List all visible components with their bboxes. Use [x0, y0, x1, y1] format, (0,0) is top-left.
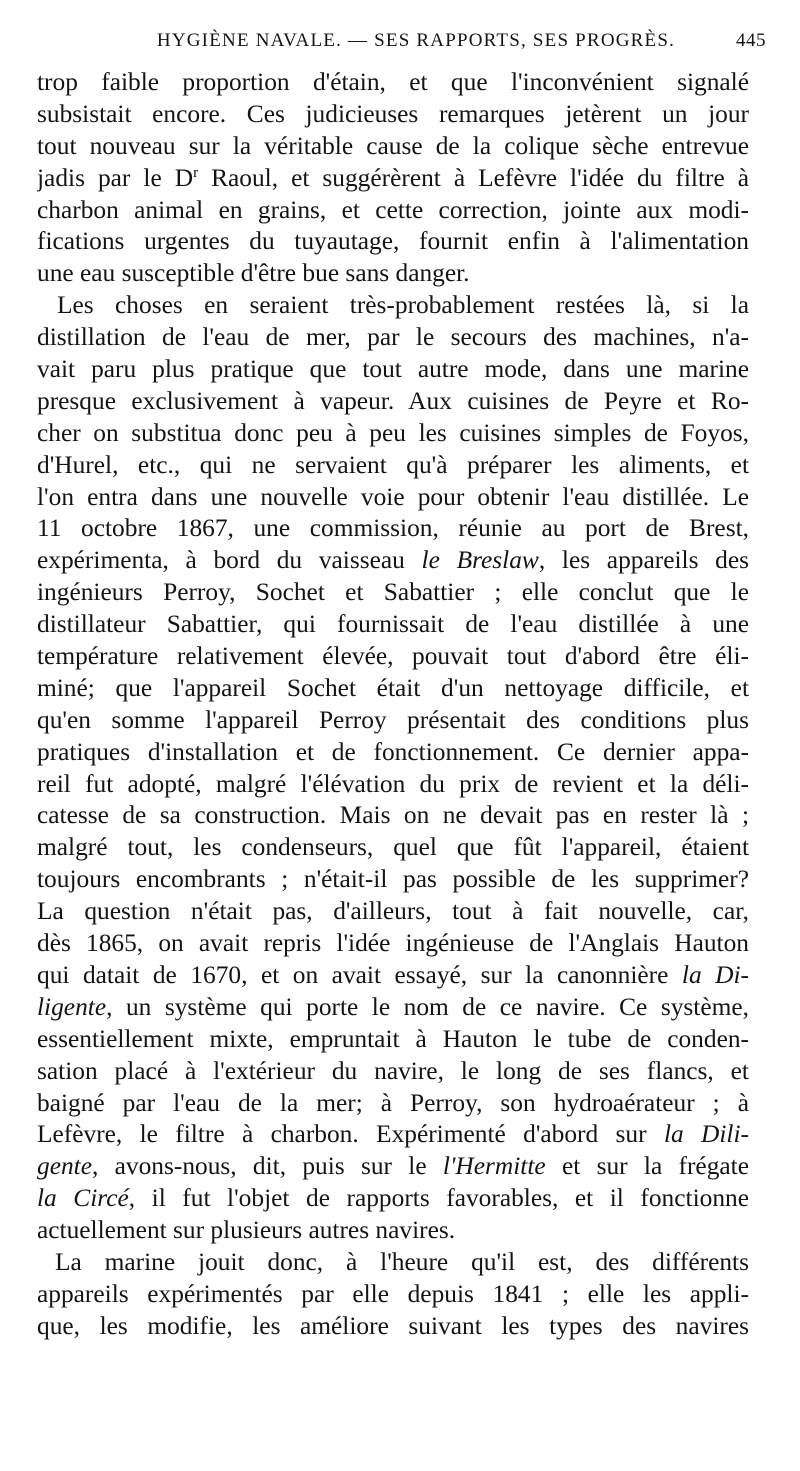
ship-name: ligente — [37, 992, 107, 1021]
text-line: ingénieurs Perroy, Sochet et Sabattier ; elle conclut que le — [37, 578, 749, 607]
text-run: qui datait de 1670, et on avait essayé, sur la canonnière — [37, 960, 682, 989]
text-line — [37, 1119, 749, 1151]
page-number: 445 — [736, 30, 766, 51]
text-run: jadis par le D — [37, 163, 194, 192]
text-line — [37, 545, 749, 577]
text-line: cher on substitua donc peu à peu les cuisines simples de Foyos, — [37, 418, 749, 447]
text-line: tout nouveau sur la véritable cause de la colique sèche entrevue — [37, 131, 749, 160]
ship-name: la Circé — [37, 1184, 129, 1213]
text-line: miné; que l'appareil Sochet était d'un nettoyage difficile, et — [37, 673, 749, 702]
text-line — [37, 163, 749, 195]
running-header — [36, 30, 766, 56]
text-run: et sur la frégate — [545, 1152, 749, 1181]
text-line: actuellement sur plusieurs autres navires. — [37, 1216, 456, 1245]
body-text — [37, 67, 749, 1343]
text-line: appareils expérimentés par elle depuis 1841 ; elle les appli- — [37, 1279, 749, 1308]
text-line: 11 octobre 1867, une commission, réunie au port de Brest, — [37, 514, 749, 543]
text-line: baigné par l'eau de la mer; à Perroy, son hydroaérateur ; à — [37, 1088, 749, 1117]
text-line: l'on entra dans une nouvelle voie pour obtenir l'eau distillée. Le — [37, 482, 749, 511]
text-line: pratiques d'installation et de fonctionnement. Ce dernier appa- — [37, 737, 749, 766]
ship-name: la Dili- — [663, 1120, 749, 1149]
text-line: une eau susceptible d'être bue sans danger. — [37, 259, 470, 288]
text-run: , il fut l'objet de rapports favorables, et il fonctionne — [128, 1184, 749, 1213]
text-line: subsistait encore. Ces judicieuses remarques jetèrent un jour — [37, 99, 749, 128]
text-run: Raoul, et suggérèrent à Lefèvre l'idée du filtre à — [198, 163, 749, 192]
text-line: reil fut adopté, malgré l'élévation du prix de revient et la déli- — [37, 769, 749, 798]
text-line: malgré tout, les condenseurs, quel que fût l'appareil, étaient — [37, 833, 749, 862]
text-line — [37, 1183, 749, 1215]
paragraph-first-line: La marine jouit donc, à l'heure qu'il est, des différents — [55, 1247, 749, 1276]
text-line: toujours encombrants ; n'était-il pas possible de les supprimer? — [37, 865, 749, 894]
text-run: , un système qui porte le nom de ce navire. Ce système, — [106, 992, 749, 1021]
ship-name: le Breslaw — [421, 546, 539, 575]
text-line: sation placé à l'extérieur du navire, le long de ses flancs, et — [37, 1056, 749, 1085]
text-line — [37, 1151, 749, 1183]
text-run: expérimenta, à bord du vaisseau — [37, 546, 422, 575]
text-line: qu'en somme l'appareil Perroy présentait des conditions plus — [37, 705, 749, 734]
text-line: d'Hurel, etc., qui ne servaient qu'à préparer les aliments, et — [37, 450, 749, 479]
text-line: presque exclusivement à vapeur. Aux cuisines de Peyre et Ro- — [37, 386, 749, 415]
text-line: charbon animal en grains, et cette correction, jointe aux modi- — [37, 195, 749, 224]
text-line — [37, 992, 749, 1024]
paragraph-first-line: Les choses en seraient très-probablement restées là, si la — [57, 291, 749, 320]
text-line: distillation de l'eau de mer, par le secours des machines, n'a- — [37, 323, 749, 352]
ship-name: l'Hermitte — [442, 1152, 546, 1181]
text-line: que, les modifie, les améliore suivant les types des navires — [37, 1311, 749, 1340]
text-run: Lefèvre, le filtre à charbon. Expérimenté d'abord sur — [37, 1120, 664, 1149]
text-run: , avons-nous, dit, puis sur le — [91, 1152, 443, 1181]
ship-name: gente — [37, 1152, 92, 1181]
text-line — [37, 960, 749, 992]
running-title: HYGIÈNE NAVALE. — SES RAPPORTS, SES PROGRÈS. — [156, 30, 676, 51]
text-line: dès 1865, on avait repris l'idée ingénieuse de l'Anglais Hauton — [37, 929, 749, 958]
superscript: r — [193, 164, 199, 181]
text-line: essentiellement mixte, empruntait à Hauton le tube de conden- — [37, 1024, 749, 1053]
ship-name: la Di- — [681, 960, 749, 989]
text-line: trop faible proportion d'étain, et que l'inconvénient signalé — [37, 68, 749, 96]
text-line: fications urgentes du tuyautage, fournit enfin à l'alimentation — [37, 227, 749, 256]
text-line: La question n'était pas, d'ailleurs, tout à fait nouvelle, car, — [37, 897, 749, 926]
text-run: , les appareils des — [538, 546, 749, 575]
text-line: distillateur Sabattier, qui fournissait de l'eau distillée à une — [37, 610, 749, 639]
text-line: catesse de sa construction. Mais on ne devait pas en rester là ; — [37, 801, 749, 830]
text-line: vait paru plus pratique que tout autre mode, dans une marine — [37, 355, 749, 384]
text-line: température relativement élevée, pouvait tout d'abord être éli- — [37, 642, 749, 671]
